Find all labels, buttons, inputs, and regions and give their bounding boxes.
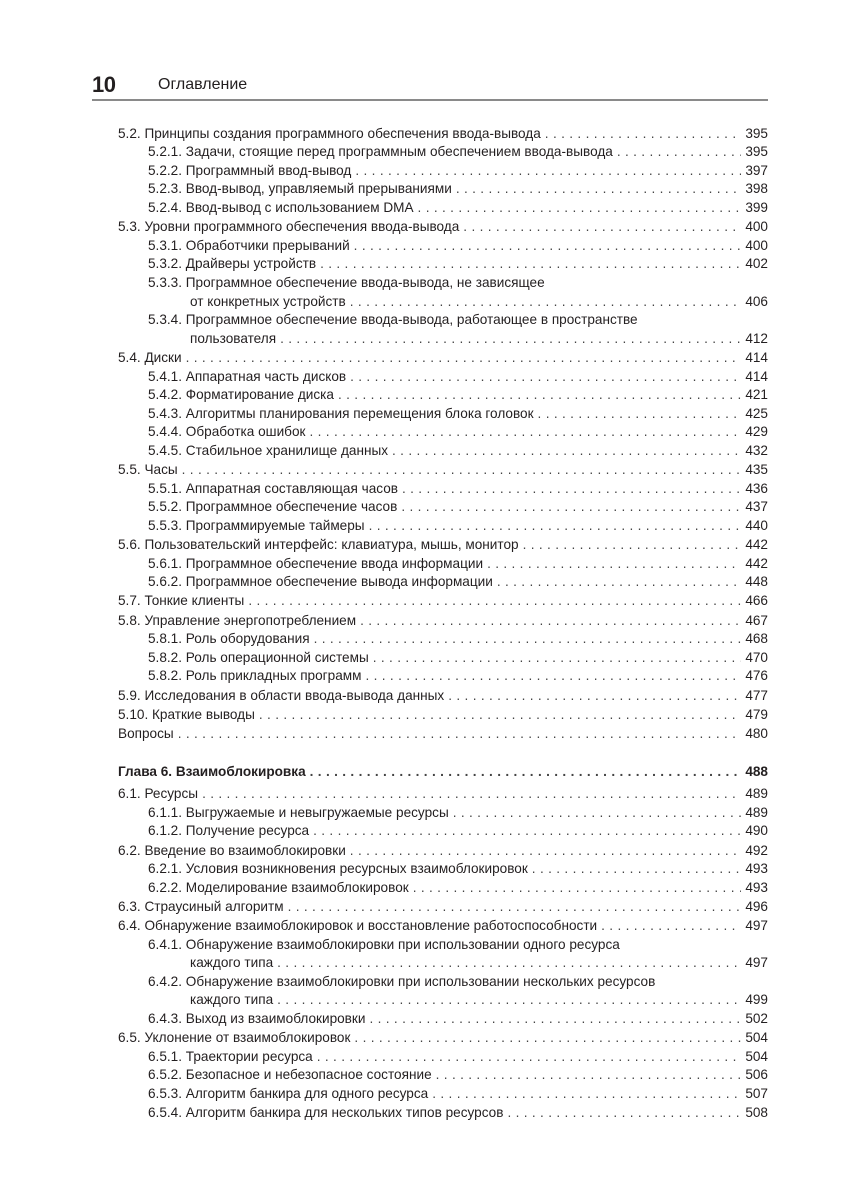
toc-entry-title: 5.5.1. Аппаратная составляющая часов: [148, 480, 398, 496]
dot-leader: [288, 898, 742, 917]
toc-page-number: 412: [745, 330, 768, 346]
dot-leader: [373, 649, 742, 668]
toc-page-number: 440: [745, 517, 768, 533]
toc-page-number: 436: [745, 480, 768, 496]
dot-leader: [456, 180, 741, 199]
toc-page-number: 508: [745, 1104, 768, 1120]
toc-entry: [118, 218, 768, 237]
toc-page-number: 397: [745, 162, 768, 178]
dot-leader: [350, 368, 741, 387]
toc-entry: [118, 442, 768, 461]
toc-entry: [118, 687, 768, 706]
toc-entry-title: 5.3.4. Программное обеспечение ввода-вывода, работающее в пространстве: [148, 312, 638, 328]
toc-page-number: 414: [745, 368, 768, 384]
toc-page-number: 400: [745, 237, 768, 253]
toc-page-number: 477: [745, 687, 768, 703]
dot-leader: [523, 536, 742, 555]
toc-entry-title-continued: от конкретных устройств: [190, 293, 346, 309]
toc-entry-title: 5.5.3. Программируемые таймеры: [148, 517, 365, 533]
dot-leader: [432, 1085, 741, 1104]
toc-page-number: 492: [745, 842, 768, 858]
toc-entry: [118, 498, 768, 517]
dot-leader: [617, 143, 741, 162]
toc-entry-title: 5.7. Тонкие клиенты: [118, 593, 245, 609]
running-title: Оглавление: [158, 76, 248, 93]
toc-entry-title: 6.4.1. Обнаружение взаимоблокировки при использовании одного ресурса: [148, 936, 620, 952]
toc-chapter: [118, 763, 768, 782]
toc-entry: [118, 612, 768, 631]
toc-page-number: 507: [745, 1086, 768, 1101]
toc-entry-title: 5.8. Управление энергопотреблением: [118, 612, 357, 628]
toc-entry-title-continued: каждого типа: [190, 955, 274, 971]
page-number: 10: [92, 72, 116, 97]
toc-page-number: 467: [745, 612, 768, 628]
toc-entry: [118, 898, 768, 917]
toc-page-number: 497: [745, 918, 768, 934]
dot-leader: [277, 954, 741, 973]
toc-entry-title: 6.1.2. Получение ресурса: [148, 823, 310, 839]
toc-page-number: 414: [745, 349, 768, 365]
toc-page-number: 432: [745, 442, 768, 458]
toc-entry-title: 6.2. Введение во взаимоблокировки: [118, 842, 346, 858]
toc-entry-title: 5.4.1. Аппаратная часть дисков: [148, 368, 347, 384]
toc-page-number: 497: [745, 955, 768, 971]
toc-entry-title: 5.2.2. Программный ввод-вывод: [148, 162, 352, 178]
dot-leader: [453, 804, 742, 823]
dot-leader: [369, 517, 742, 536]
toc-entry-title: 5.9. Исследования в области ввода-вывода данных: [118, 687, 445, 703]
toc-entry: [118, 706, 768, 725]
toc-entry: [118, 555, 768, 574]
dot-leader: [418, 199, 742, 218]
toc-entry-title: 5.4.4. Обработка ошибок: [148, 424, 306, 440]
dot-leader: [182, 461, 742, 480]
toc-entry: [118, 461, 768, 480]
header-rule: [92, 99, 768, 101]
toc-page-number: 490: [745, 823, 768, 839]
dot-leader: [277, 991, 741, 1010]
dot-leader: [402, 480, 741, 499]
toc-entry: [118, 1010, 768, 1029]
toc-page-number: 435: [745, 462, 768, 478]
toc-entry: [118, 143, 768, 162]
toc-entry: [118, 842, 768, 861]
dot-leader: [309, 423, 741, 442]
toc-page-number: 421: [745, 387, 768, 403]
toc-entry-title: 6.5.1. Траектории ресурса: [148, 1048, 313, 1064]
toc-page-number: 437: [745, 499, 768, 515]
toc-page-number: 399: [745, 199, 768, 215]
dot-leader: [317, 1048, 742, 1067]
toc-entry-title: 6.1.1. Выгружаемые и невыгружаемые ресурсы: [148, 804, 449, 820]
toc-entry: [118, 405, 768, 424]
toc-entry-title: 6.2.2. Моделирование взаимоблокировок: [148, 879, 409, 895]
dot-leader: [497, 573, 741, 592]
toc-entry-title-continued: пользователя: [190, 330, 277, 346]
toc-entry-title: 6.5.4. Алгоритм банкира для нескольких типов ресурсов: [148, 1104, 504, 1120]
toc-entry: [118, 785, 768, 804]
toc-page-number: 400: [745, 219, 768, 235]
toc-entry: [118, 125, 768, 144]
toc-entry: [118, 536, 768, 555]
toc-entry-title-continued: каждого типа: [190, 992, 274, 1008]
toc-page-number: 504: [745, 1048, 768, 1064]
toc-entry: [118, 162, 768, 181]
toc-page-number: 493: [745, 861, 768, 877]
toc-page-number: 493: [745, 879, 768, 895]
toc-entry-title: 6.3. Страусиный алгоритм: [118, 898, 284, 914]
toc-page-number: 406: [745, 293, 768, 309]
page-header: [92, 72, 768, 100]
toc-entry-title: 5.6.2. Программное обеспечение вывода информации: [148, 574, 493, 590]
toc-page-number: 506: [745, 1067, 768, 1083]
toc-entry-title: 5.3. Уровни программного обеспечения ввода-вывода: [118, 219, 460, 235]
toc-page-number: 398: [745, 181, 768, 197]
toc-entry-title: 5.8.1. Роль оборудования: [148, 631, 310, 647]
toc-entry-title: 5.4.2. Форматирование диска: [148, 387, 334, 403]
dot-leader: [532, 860, 742, 879]
dot-leader: [310, 763, 742, 782]
dot-leader: [202, 785, 741, 804]
toc-entry: [118, 592, 768, 611]
toc-page-number: 502: [745, 1011, 768, 1027]
toc-entry: [118, 936, 768, 973]
dot-leader: [280, 330, 741, 349]
toc-entry-title: 5.3.3. Программное обеспечение ввода-вывода, не зависящее: [148, 274, 545, 290]
toc-entry-title: Глава 6. Взаимоблокировка: [118, 763, 306, 779]
toc-entry-title: 5.4.5. Стабильное хранилище данных: [148, 442, 389, 458]
dot-leader: [314, 630, 742, 649]
dot-leader: [259, 706, 741, 725]
toc-page-number: 476: [745, 668, 768, 684]
dot-leader: [350, 293, 742, 312]
toc-page-number: 496: [745, 898, 768, 914]
dot-leader: [392, 442, 741, 461]
dot-leader: [365, 667, 741, 686]
toc-entry-title: 6.2.1. Условия возникновения ресурсных взаимоблокировок: [148, 861, 528, 877]
toc-entry: [118, 630, 768, 649]
toc-entry: [118, 822, 768, 841]
toc-page-number: 468: [745, 631, 768, 647]
toc-entry: [118, 1066, 768, 1085]
toc-page-number: 479: [745, 706, 768, 722]
toc-page-number: 470: [745, 649, 768, 665]
toc-page-number: 448: [745, 574, 768, 590]
toc-entry-title: 5.4. Диски: [118, 349, 182, 365]
dot-leader: [350, 842, 742, 861]
dot-leader: [545, 125, 742, 144]
toc-entry-title: 5.2.3. Ввод-вывод, управляемый прерываниями: [148, 181, 452, 197]
toc-entry: [118, 311, 768, 348]
toc-entry-title: 5.8.2. Роль операционной системы: [148, 649, 369, 665]
toc-entry-title: 5.5.2. Программное обеспечение часов: [148, 499, 398, 515]
toc-entry: [118, 725, 768, 744]
dot-leader: [313, 822, 741, 841]
toc-page-number: 395: [745, 144, 768, 160]
toc-entry: [118, 480, 768, 499]
dot-leader: [401, 498, 741, 517]
toc-entry-title: 6.4.2. Обнаружение взаимоблокировки при использовании нескольких ресурсов: [148, 973, 656, 989]
toc-entry-title: 5.6.1. Программное обеспечение ввода информации: [148, 555, 484, 571]
toc-entry-title: 6.5. Уклонение от взаимоблокировок: [118, 1030, 351, 1046]
toc-entry-title: 5.10. Краткие выводы: [118, 706, 255, 722]
toc-entry-title: Вопросы: [118, 725, 174, 741]
toc-entry-title: 5.5. Часы: [118, 462, 178, 478]
toc-entry: [118, 423, 768, 442]
toc-entry: [118, 368, 768, 387]
dot-leader: [436, 1066, 742, 1085]
toc-page-number: 402: [745, 256, 768, 272]
toc-page-number: 488: [745, 763, 768, 779]
toc-page-number: 499: [745, 992, 768, 1008]
toc-entry-title: 5.2. Принципы создания программного обеспечения ввода-вывода: [118, 125, 541, 141]
toc-entry: [118, 973, 768, 1010]
toc-entry: [118, 1048, 768, 1067]
dot-leader: [538, 405, 742, 424]
toc-entry: [118, 860, 768, 879]
toc-entry-title: 5.2.4. Ввод-вывод с использованием DMA: [148, 199, 414, 215]
toc-entry: [118, 804, 768, 823]
dot-leader: [186, 349, 742, 368]
toc-page-number: 425: [745, 405, 768, 421]
toc-entry-title: 5.3.2. Драйверы устройств: [148, 256, 317, 272]
toc-entry: [118, 386, 768, 405]
toc-entry-title: 5.6. Пользовательский интерфейс: клавиатура, мышь, монитор: [118, 537, 519, 553]
dot-leader: [369, 1010, 741, 1029]
dot-leader: [248, 592, 741, 611]
dot-leader: [355, 162, 741, 181]
toc-page-number: 466: [745, 593, 768, 609]
toc-entry-title: 6.1. Ресурсы: [118, 786, 199, 802]
dot-leader: [354, 1029, 741, 1048]
toc-entry: [118, 199, 768, 218]
dot-leader: [413, 879, 742, 898]
toc-entry-title: 6.5.3. Алгоритм банкира для одного ресурса: [148, 1086, 429, 1101]
toc-entry-title: 6.4. Обнаружение взаимоблокировок и восстановление работоспособности: [118, 918, 598, 934]
toc-entry: [118, 255, 768, 274]
toc-entry-title: 5.4.3. Алгоритмы планирования перемещения блока головок: [148, 405, 534, 421]
toc-page-number: 504: [745, 1030, 768, 1046]
toc-entry-title: 6.4.3. Выход из взаимоблокировки: [148, 1011, 366, 1027]
dot-leader: [463, 218, 741, 237]
toc-page-number: 489: [745, 804, 768, 820]
dot-leader: [507, 1104, 741, 1123]
dot-leader: [360, 612, 741, 631]
dot-leader: [338, 386, 741, 405]
toc-page-number: 442: [745, 537, 768, 553]
toc-page-number: 442: [745, 555, 768, 571]
toc-entry-title: 5.3.1. Обработчики прерываний: [148, 237, 350, 253]
toc-entry: [118, 1085, 768, 1104]
table-of-contents: [118, 124, 768, 1122]
toc-entry: [118, 667, 768, 686]
toc-entry: [118, 180, 768, 199]
toc-entry: [118, 517, 768, 536]
toc-entry-title: 6.5.2. Безопасное и небезопасное состояние: [148, 1067, 432, 1083]
dot-leader: [354, 237, 742, 256]
dot-leader: [487, 555, 741, 574]
toc-entry: [118, 237, 768, 256]
toc-page-number: 489: [745, 786, 768, 802]
toc-entry: [118, 649, 768, 668]
toc-entry: [118, 573, 768, 592]
dot-leader: [178, 725, 742, 744]
toc-entry-title: 5.8.2. Роль прикладных программ: [148, 668, 362, 684]
dot-leader: [601, 917, 741, 936]
toc-entry-title: 5.2.1. Задачи, стоящие перед программным обеспечением ввода-вывода: [148, 144, 613, 160]
toc-entry: [118, 349, 768, 368]
toc-entry: [118, 274, 768, 311]
toc-entry: [118, 1104, 768, 1123]
toc-entry: [118, 917, 768, 936]
toc-page-number: 480: [745, 725, 768, 741]
dot-leader: [320, 255, 741, 274]
dot-leader: [448, 687, 741, 706]
toc-entry: [118, 1029, 768, 1048]
toc-page-number: 395: [745, 125, 768, 141]
toc-entry: [118, 879, 768, 898]
toc-page-number: 429: [745, 424, 768, 440]
